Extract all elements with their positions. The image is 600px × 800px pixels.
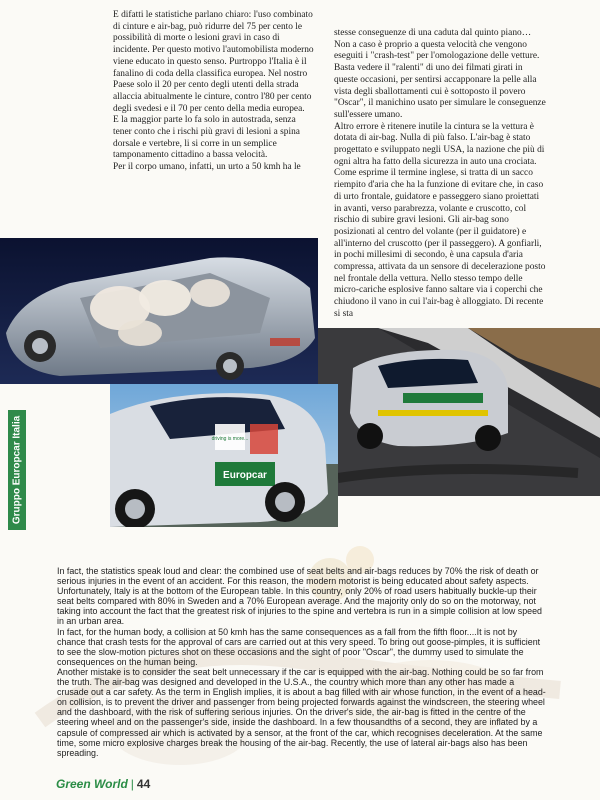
page-footer (56, 777, 150, 791)
page-number: 44 (136, 777, 151, 791)
italian-column-right (334, 28, 546, 328)
paragraph: Altro errore è ritenere inutile la cintura se la vettura è dotata di air-bag. Nulla di più falso. L'air-bag è stato progettato e sviluppato negli USA, la nazione che più di ogni altra ha fatto della sicurezza in auto una crociata. Come esprime il termine inglese, si tratta di un sacco riempito d'aria che ha la funzione di evitare che, in caso di urto frontale, guidatore e passeggero siano proiettati in avanti, verso parabrezza, volante e cruscotto, col rischio di subire gravi lesioni. Gli air-bag sono posizionati al centro del volante (per il guidatore) e all'interno del cruscotto (per il passeggero). A gonfiarli, in pochi millesimi di secondo, è una capsula d'aria compressa, attivata da un sensore di decelerazione posto nel frontale della vettura. Nello stesso tempo delle micro-cariche esplosive fanno saltare via i coperchi che chiudono il vano in cui l'air-bag è alloggiato. Di recente si sta (334, 121, 546, 319)
race-car-track-photo (318, 328, 600, 496)
paragraph: stesse conseguenze di una caduta dal quinto piano… Non a caso è proprio a questa velocità che vengono eseguiti i "crash-test" per l'omologazione delle vetture. Basta vedere il "ralenti" di uno dei filmati girati in queste occasioni, per sentirsi accapponare la pelle alla vista degli sballottamenti cui è sottoposto il povero "Oscar", il manichino usato per simulare le conseguenze sull'essere umano. (334, 28, 546, 120)
english-translation (57, 566, 547, 776)
paragraph: In fact, the statistics speak loud and clear: the combined use of seat belts and air-bags reduces by 70% the risk of death or serious injuries in the event of an accident. For this reason, the modern motorist is being educated about safety aspects. Unfortunately, Italy is at the bottom of the European table. In this country, only 20% of road users habitually buckle-up their seat belts compared with 80% in Sweden and a 70% European average. And the majority only do so on the motorway, not taking into account the fact that the greatest risk of injuries to the spine and vertebra is run in a simple collision at low speed in an urban area. (57, 566, 542, 627)
paragraph: E difatti le statistiche parlano chiaro: l'uso combinato di cinture e air-bag, può ridurre del 75 per cento le possibilità di morte o lesioni gravi in caso di incidente. Per questo motivo l'automobilista moderno viene educato in questo senso. Purtroppo l'Italia è il fanalino di coda della classifica europea. Nel nostro Paese solo il 20 per cento degli utenti della strada allaccia abitualmente le cinture, contro l'80 per cento degli svedesi e il 70 per cento della media europea. (113, 10, 314, 114)
photo-credit-label (8, 410, 26, 530)
magazine-name: Green World (56, 777, 128, 791)
paragraph: E la maggior parte lo fa solo in autostrada, senza tener conto che i rischi più gravi di lesioni a spina dorsale e vertebre, li si corre in un semplice tamponamento cittadino a bassa velocità. (113, 115, 300, 161)
paragraph: In fact, for the human body, a collision at 50 kmh has the same consequences as a fall from the fifth floor....It is not by chance that crash tests for the approval of cars are carried out at this very speed. To bring out goose-pimples, it is sufficient to see the slow-motion pictures shot on these occasions and the sight of poor "Oscar", the dummy used to simulate the consequences on the human being. (57, 626, 541, 667)
photo-credit-text: Gruppo Europcar Italia (11, 415, 23, 525)
racing-coupe-photo (110, 384, 338, 527)
paragraph: Per il corpo umano, infatti, un urto a 50 kmh ha le (113, 162, 301, 173)
italian-column-left (113, 10, 316, 230)
airbag-convertible-photo (0, 238, 318, 384)
driving-decal: driving is more... (211, 436, 249, 442)
paragraph: Another mistake is to consider the seat belt unnecessary if the car is equipped with the air-bag. Nothing could be so far from the truth. The air-bag was designed and developed in the U.S.A., the country which more than any other has made a crusade out a car safety. As the term in English implies, it is about a bag filled with air whose function, in the event of a head-on collision, is to prevent the driver and passenger from being projected forwards against the windscreen, the steering wheel and the dashboard, with the risk of suffering serious injuries. On the driver's side, the air-bag is fitted in the centre of the steering wheel and on the passenger's side, inside the dashboard. In a few thousandths of a second, they are inflated by a capsule of compressed air which is activated by a sensor, at the front of the car, which recognises deceleration. At the same time, some micro explosive charges break the housing of the air-bag. Recently, the use of lateral air-bags also has been spreading. (57, 666, 546, 758)
europcar-decal: Europcar (223, 470, 267, 481)
footer-separator: | (130, 777, 134, 791)
